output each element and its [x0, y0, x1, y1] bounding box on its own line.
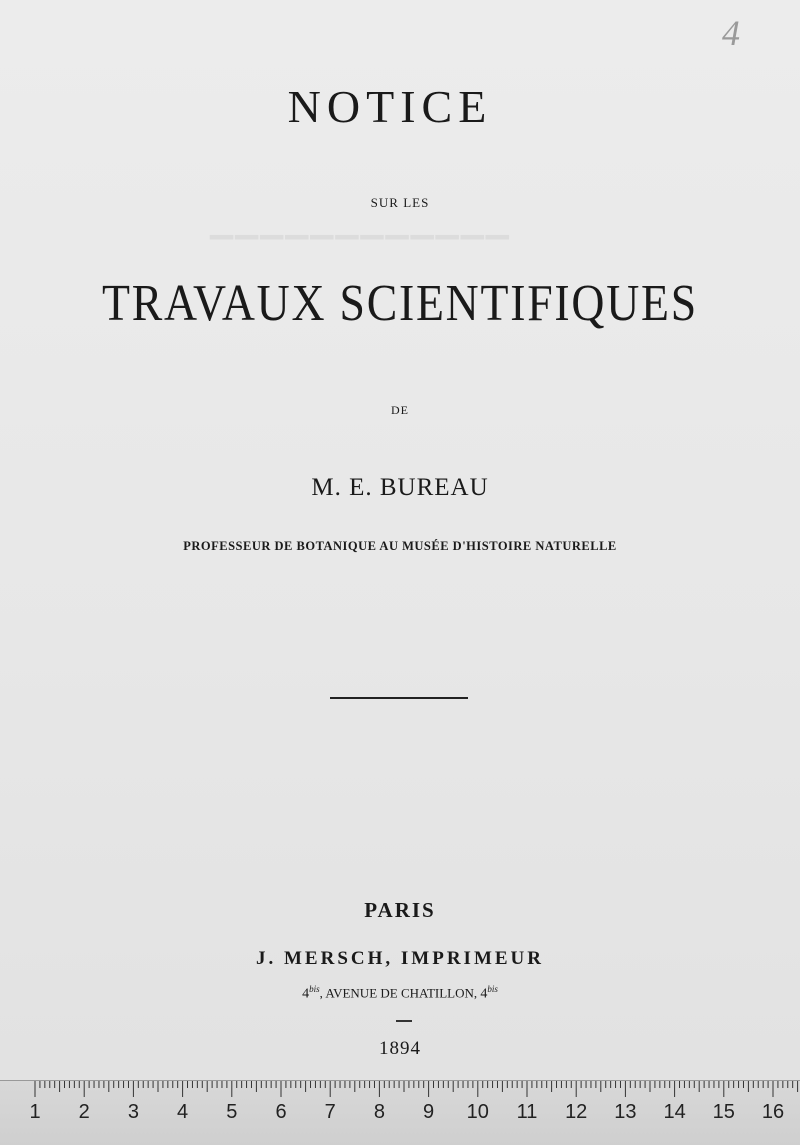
author-name: M. E. BUREAU [311, 474, 489, 501]
ruler-label: 4 [177, 1101, 189, 1123]
ruler-label: 9 [423, 1101, 435, 1123]
ruler-label: 12 [565, 1101, 588, 1123]
measuring-ruler [0, 1080, 800, 1145]
ruler-label: 11 [516, 1101, 538, 1123]
ruler-label: 10 [466, 1101, 489, 1123]
publication-place: PARIS [364, 898, 436, 922]
ruler-label: 16 [761, 1101, 785, 1123]
main-title: TRAVAUX SCIENTIFIQUES [102, 275, 698, 332]
ruler-label: 15 [712, 1101, 735, 1123]
address-number-2: 4 [480, 986, 488, 1002]
ruler-label: 14 [663, 1101, 686, 1123]
ruler-label: 8 [373, 1101, 385, 1123]
subtitle-connector: SUR LES [370, 195, 430, 210]
printer-name: J. MERSCH, IMPRIMEUR [256, 948, 544, 969]
short-dash [396, 1020, 412, 1022]
document-title: NOTICE [287, 81, 493, 132]
horizontal-rule [330, 697, 468, 699]
address-street: , AVENUE DE CHATILLON, [319, 985, 481, 1001]
ruler-label: 1 [29, 1101, 41, 1123]
author-affiliation: PROFESSEUR DE BOTANIQUE AU MUSÉE D'HISTOIRE NATURELLE [183, 539, 617, 553]
ruler-label: 7 [324, 1101, 336, 1123]
address-number-2-suffix: bis [487, 984, 498, 994]
ruler-label: 13 [614, 1101, 637, 1123]
bleed-through-heading: ▁▁▁▁▁▁▁▁▁▁▁▁ [210, 206, 511, 239]
address-number-suffix: bis [309, 984, 320, 994]
address-number: 4 [302, 986, 310, 1002]
ruler-label: 2 [78, 1101, 90, 1123]
ruler-label: 6 [275, 1101, 287, 1123]
publication-year: 1894 [379, 1038, 421, 1059]
ruler-label: 5 [226, 1101, 238, 1123]
author-connector: DE [391, 403, 409, 417]
ruler-label: 3 [127, 1101, 139, 1123]
page-number-mark: 4 [722, 13, 740, 53]
printer-address [0, 984, 800, 1002]
